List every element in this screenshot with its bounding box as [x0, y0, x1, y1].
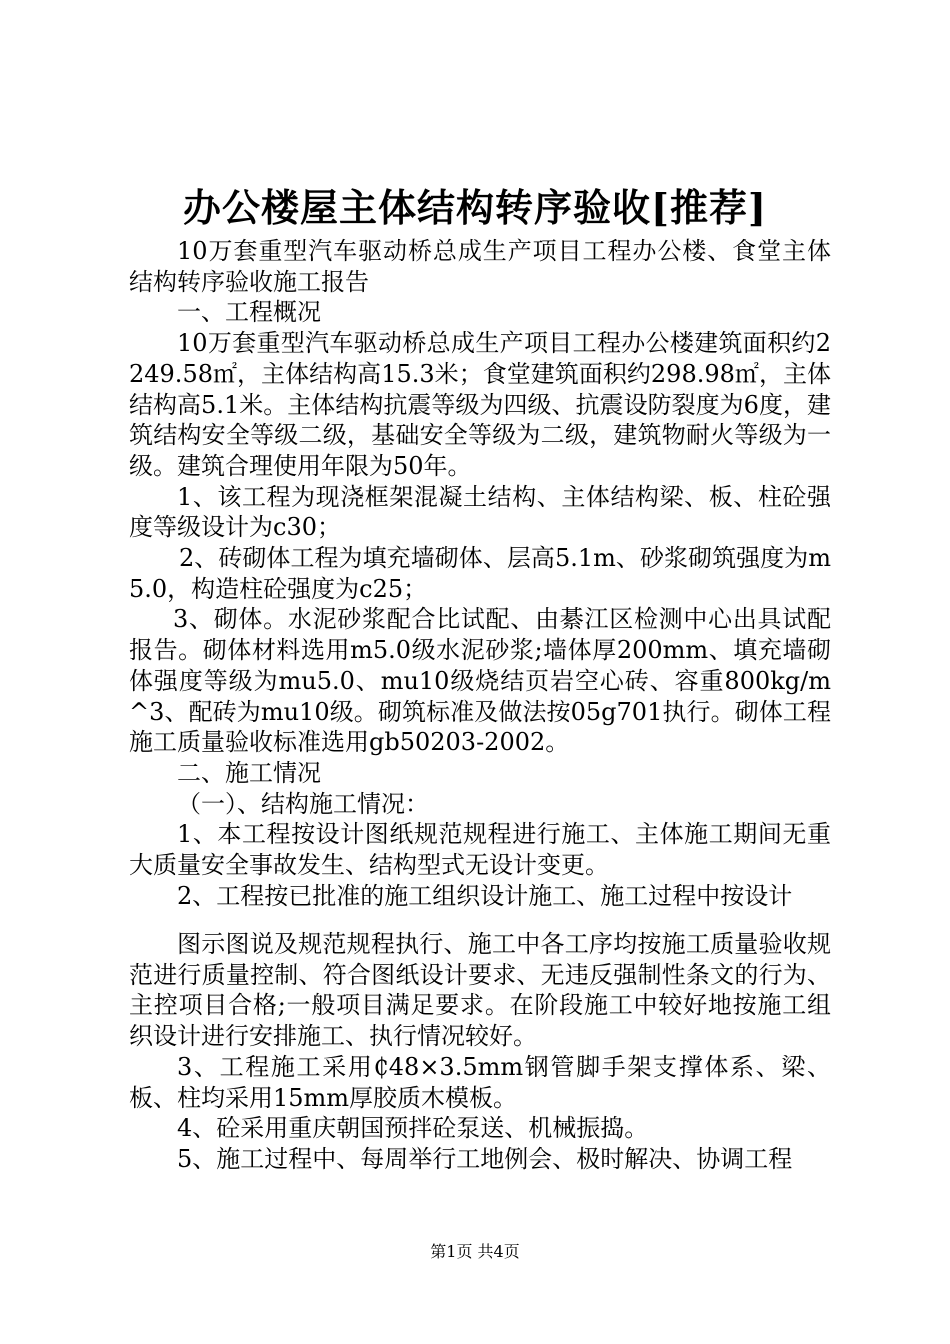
paragraph-structural-item-3: 3、工程施工采用₵48×3.5mm钢管脚手架支撑体系、梁、板、柱均采用15mm厚胶质木模板。 — [129, 1052, 831, 1112]
paragraph-report-name: 10万套重型汽车驱动桥总成生产项目工程办公楼、食堂主体结构转序验收施工报告 — [129, 237, 831, 296]
paragraph-project-overview: 10万套重型汽车驱动桥总成生产项目工程办公楼建筑面积约2249.58㎡，主体结构高15.3米；食堂建筑面积约298.98㎡，主体结构高5.1米。主体结构抗震等级为四级、抗震设防裂度为6度，建筑结构安全等级二级，基础安全等级为二级，建筑物耐火等级为一级。建筑合理使用年限为50年。 — [129, 329, 831, 480]
body-section-2 — [129, 929, 831, 1175]
heading-project-overview: 一、工程概况 — [177, 298, 321, 327]
paragraph-item-3-masonry-materials: 3、砌体。水泥砂浆配合比试配、由綦江区检测中心出具试配报告。砌体材料选用m5.0级水泥砂浆;墙体厚200mm、填充墙砌体强度等级为mu5.0、mu10级烧结页岩空心砖、容重800kg/m^3、配砖为mu10级。砌筑标准及做法按05g701执行。砌体工程施工质量验收标准选用gb50203-2002。 — [129, 605, 831, 757]
page-footer: 第1页 共4页 — [430, 1242, 520, 1261]
heading-structural-construction: （一）、结构施工情况： — [177, 789, 429, 818]
heading-construction-status: 二、施工情况 — [177, 758, 321, 787]
paragraph-structural-item-2: 2、工程按已批准的施工组织设计施工、施工过程中按设计 — [177, 881, 793, 910]
paragraph-structural-item-5: 5、施工过程中、每周举行工地例会、极时解决、协调工程 — [177, 1144, 793, 1173]
document-title: 办公楼屋主体结构转序验收[推荐] — [183, 185, 767, 230]
body-section-1 — [129, 236, 831, 911]
paragraph-item-2-masonry: 2、砖砌体工程为填充墙砌体、层高5.1m、砂浆砌筑强度为m5.0，构造柱砼强度为c25； — [129, 544, 831, 603]
paragraph-structural-item-4: 4、砼采用重庆朝国预拌砼泵送、机械振捣。 — [177, 1114, 649, 1143]
paragraph-structural-item-2-continued: 图示图说及规范规程执行、施工中各工序均按施工质量验收规范进行质量控制、符合图纸设计要求、无违反强制性条文的行为、主控项目合格;一般项目满足要求。在阶段施工中较好地按施工组织设计进行安排施工、执行情况较好。 — [129, 930, 831, 1051]
paragraph-structural-item-1: 1、本工程按设计图纸规范规程进行施工、主体施工期间无重大质量安全事故发生、结构型式无设计变更。 — [129, 820, 831, 880]
paragraph-item-1-structure: 1、该工程为现浇框架混凝土结构、主体结构梁、板、柱砼强度等级设计为c30； — [129, 482, 831, 542]
